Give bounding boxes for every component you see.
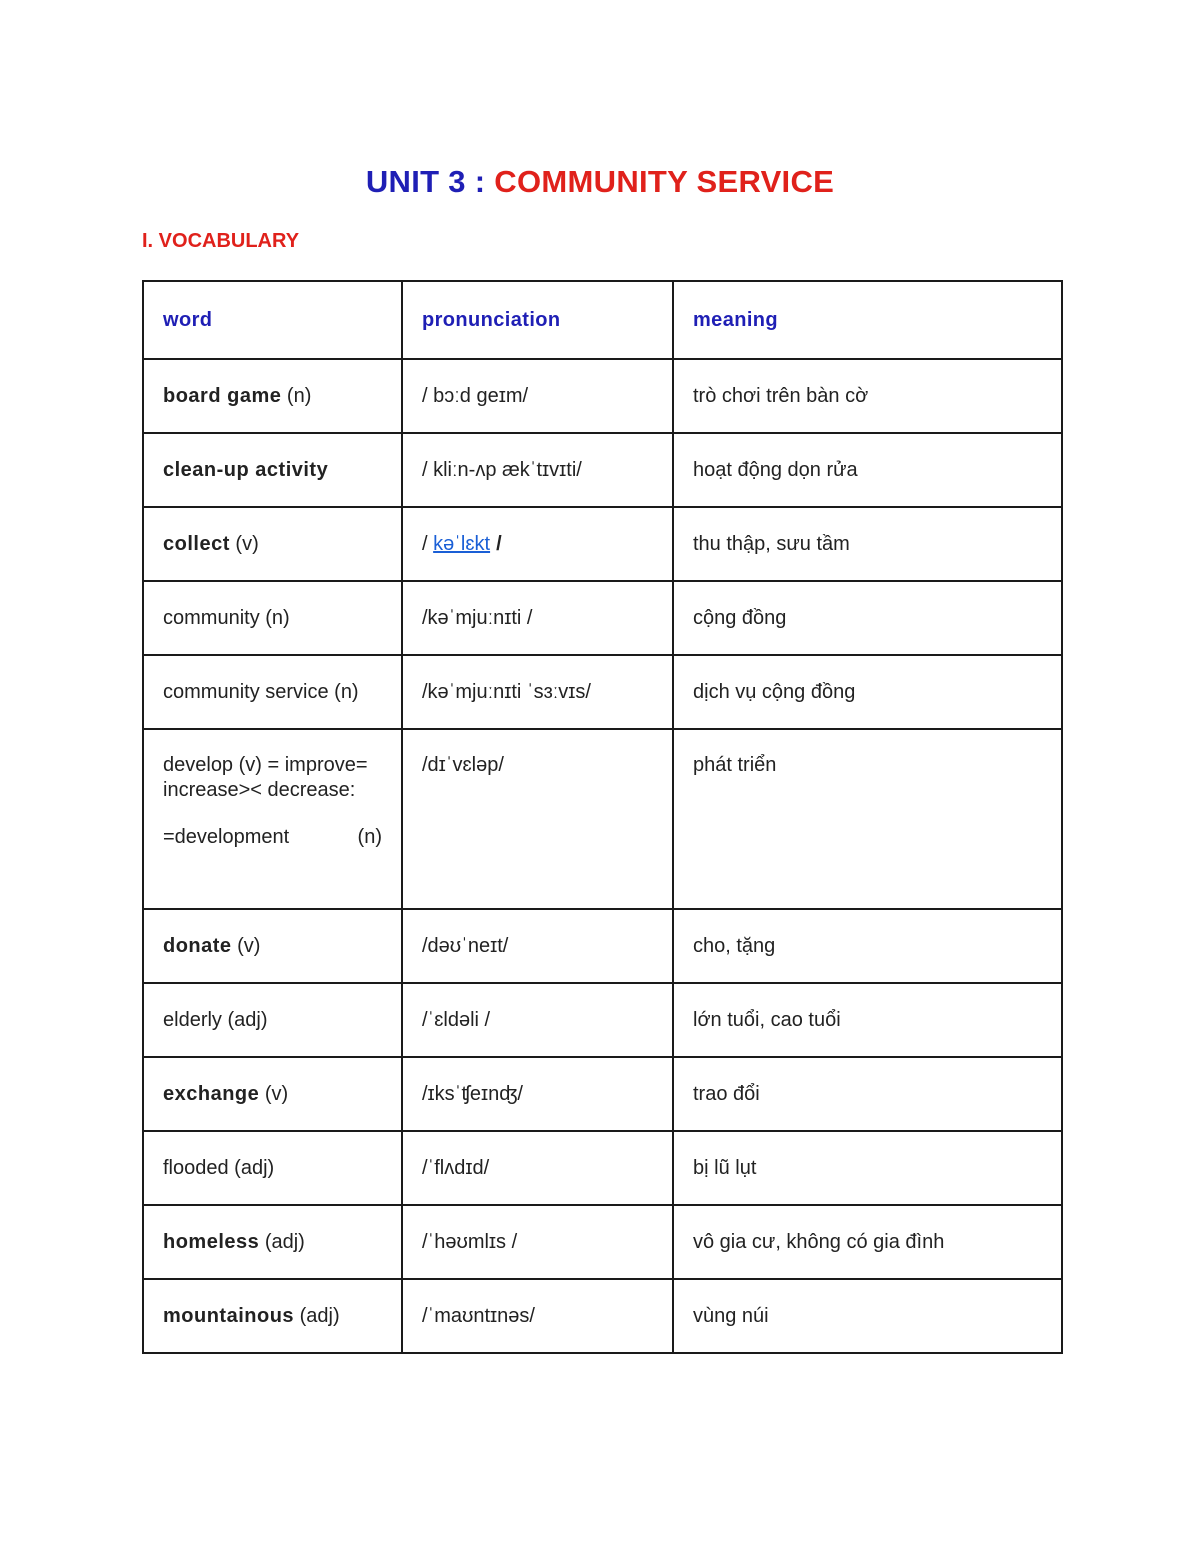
pron-suffix: / [490, 532, 503, 555]
table-row [143, 983, 1062, 1057]
word-cell [143, 1205, 402, 1279]
meaning-cell: dịch vụ cộng đồng [673, 655, 1062, 729]
word-cell [143, 359, 402, 433]
word-cell [143, 1279, 402, 1353]
pronunciation-cell: /ˈhəʊmlɪs / [402, 1205, 673, 1279]
meaning-cell: thu thập, sưu tầm [673, 507, 1062, 581]
word-term: homeless [163, 1230, 260, 1253]
meaning-cell: vùng núi [673, 1279, 1062, 1353]
word-cell [143, 1057, 402, 1131]
pronunciation-cell: /dəʊˈneɪt/ [402, 909, 673, 983]
meaning-cell: trò chơi trên bàn cờ [673, 359, 1062, 433]
word-pos: (v) [231, 934, 261, 957]
table-row [143, 507, 1062, 581]
word-term: collect [163, 532, 230, 555]
table-row [143, 909, 1062, 983]
header-pronunciation: pronunciation [402, 281, 673, 359]
word-line-3 [163, 826, 382, 849]
word-pos: (n) [281, 384, 312, 407]
pronunciation-cell: /kəˈmjuːnɪti / [402, 581, 673, 655]
table-header-row [143, 281, 1062, 359]
table-row [143, 655, 1062, 729]
word-derivative-pos: (n) [357, 826, 382, 848]
word-cell: community (n) [143, 581, 402, 655]
meaning-cell: trao đổi [673, 1057, 1062, 1131]
header-meaning: meaning [673, 281, 1062, 359]
meaning-cell: bị lũ lụt [673, 1131, 1062, 1205]
pronunciation-cell: / bɔːd ɡeɪm/ [402, 359, 673, 433]
word-line-2: increase>< decrease: [163, 779, 356, 801]
word-term: donate [163, 934, 232, 957]
table-row [143, 581, 1062, 655]
word-cell: elderly (adj) [143, 983, 402, 1057]
word-cell [143, 729, 402, 909]
word-cell: community service (n) [143, 655, 402, 729]
pron-prefix: / [422, 532, 434, 555]
title-topic: COMMUNITY SERVICE [494, 164, 835, 199]
word-cell [143, 433, 402, 507]
pronunciation-cell: /kəˈmjuːnɪti ˈsɜːvɪs/ [402, 655, 673, 729]
word-line-1: develop (v) = improve= [163, 754, 368, 776]
pronunciation-cell: /ˈɛldəli / [402, 983, 673, 1057]
word-cell [143, 507, 402, 581]
meaning-cell: lớn tuổi, cao tuổi [673, 983, 1062, 1057]
word-derivative: =development [163, 826, 290, 848]
section-heading: I. VOCABULARY [142, 230, 300, 252]
meaning-cell: vô gia cư, không có gia đình [673, 1205, 1062, 1279]
pronunciation-cell: /ɪksˈʧeɪnʤ/ [402, 1057, 673, 1131]
word-cell: flooded (adj) [143, 1131, 402, 1205]
pronunciation-cell: / kliːn-ʌp ækˈtɪvɪti/ [402, 433, 673, 507]
title-unit: UNIT 3 : [365, 164, 495, 199]
meaning-cell: cho, tặng [673, 909, 1062, 983]
word-pos: (v) [259, 1082, 289, 1105]
meaning-cell: phát triển [673, 729, 1062, 909]
table-row [143, 729, 1062, 909]
meaning-cell: cộng đồng [673, 581, 1062, 655]
pronunciation-link[interactable]: kəˈlɛkt [433, 532, 491, 555]
word-pos: (v) [229, 532, 259, 555]
pronunciation-cell [402, 507, 673, 581]
vocabulary-table [142, 280, 1063, 1354]
header-word: word [143, 281, 402, 359]
word-term: exchange [163, 1082, 260, 1105]
table-row [143, 1279, 1062, 1353]
page-title [0, 164, 1200, 200]
word-term: board game [163, 384, 282, 407]
word-cell [143, 909, 402, 983]
pronunciation-cell: /ˈmaʊntɪnəs/ [402, 1279, 673, 1353]
word-pos: (adj) [294, 1304, 340, 1327]
table-row [143, 1205, 1062, 1279]
table-row [143, 1057, 1062, 1131]
word-term: mountainous [163, 1304, 295, 1327]
word-term: clean-up activity [163, 458, 329, 481]
meaning-cell: hoạt động dọn rửa [673, 433, 1062, 507]
table-row [143, 433, 1062, 507]
word-pos: (adj) [259, 1230, 305, 1253]
table-row [143, 1131, 1062, 1205]
pronunciation-cell: /ˈflʌdɪd/ [402, 1131, 673, 1205]
table-row [143, 359, 1062, 433]
pronunciation-cell: /dɪˈvɛləp/ [402, 729, 673, 909]
